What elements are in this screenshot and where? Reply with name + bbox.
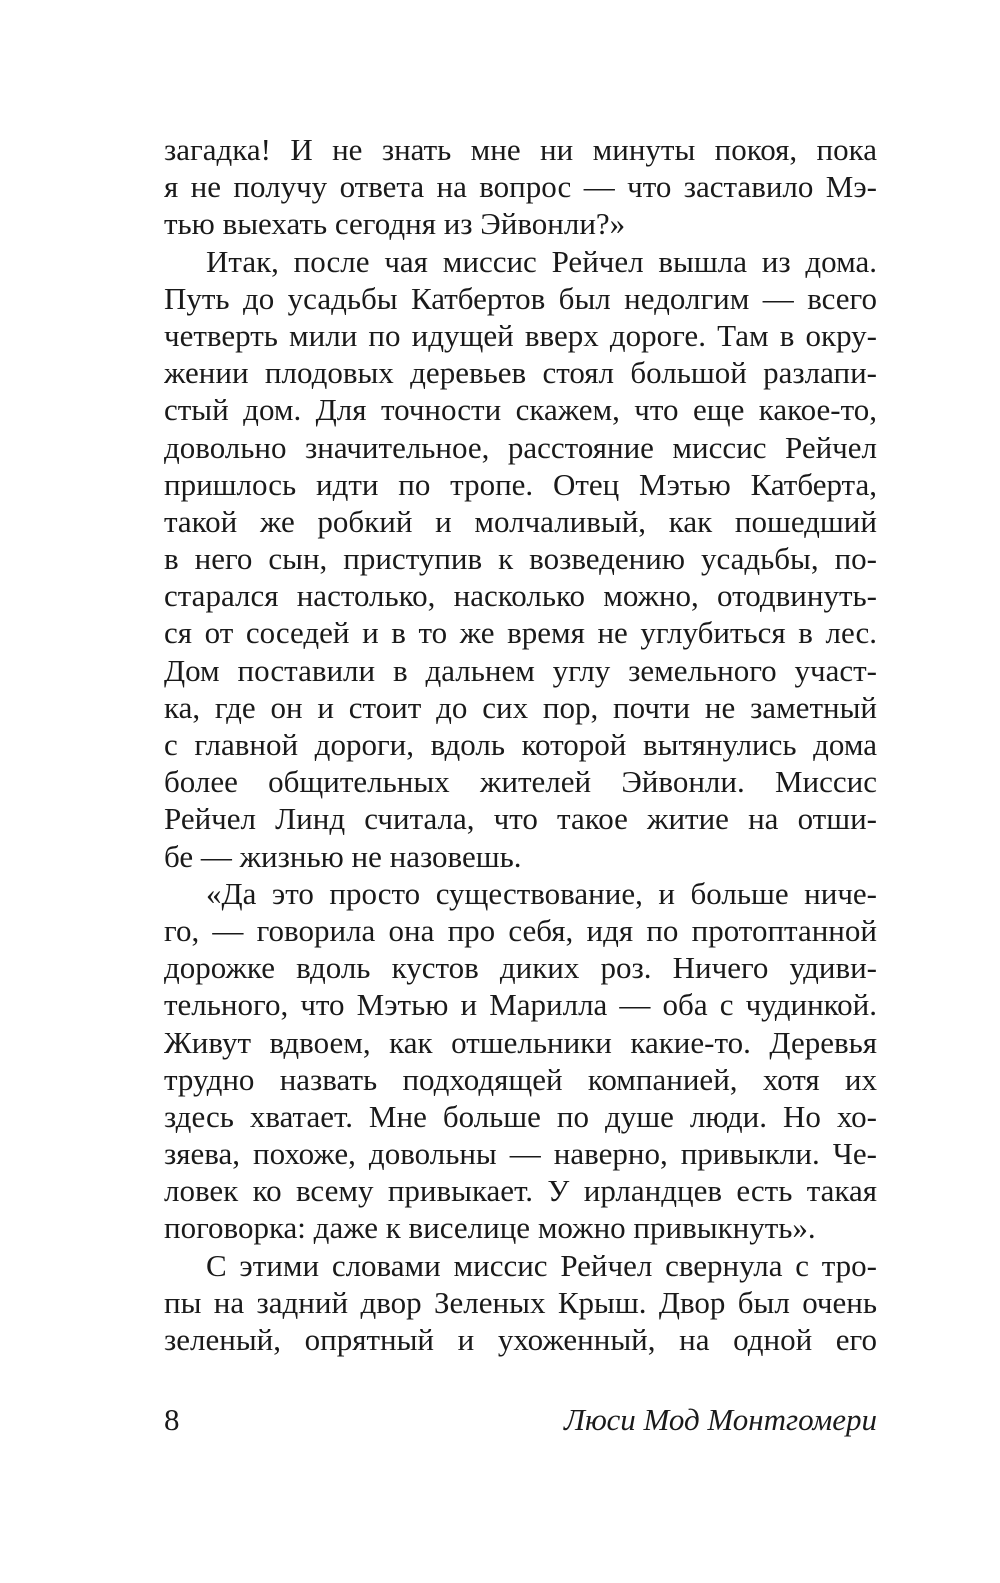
text-line: трудно назвать подходящей компанией, хотя их: [164, 1061, 877, 1097]
text-line: го, — говорила она про себя, идя по протоптанной: [164, 912, 877, 948]
text-line: такой же робкий и молчаливый, как пошедший: [164, 503, 877, 539]
text-line: «Да это просто существование, и больше ниче-: [206, 875, 877, 911]
text-line: пришлось идти по тропе. Отец Мэтью Катберта,: [164, 466, 877, 502]
text-line: в него сын, приступив к возведению усадьбы, по-: [164, 541, 877, 577]
running-author: Люси Мод Монтгомери: [564, 1402, 877, 1437]
text-line: более общительных жителей Эйвонли. Миссис: [164, 764, 877, 800]
text-line: я не получу ответа на вопрос — что заставило Мэ-: [164, 169, 877, 205]
text-line: С этими словами миссис Рейчел свернула с тро-: [206, 1247, 877, 1283]
text-line: довольно значительное, расстояние миссис Рейчел: [164, 429, 877, 465]
text-line: ловек ко всему привыкает. У ирландцев есть такая: [164, 1173, 877, 1209]
text-line: Путь до усадьбы Катбертов был недолгим — всего: [164, 280, 877, 316]
text-line: бе — жизнью не назовешь.: [164, 838, 522, 874]
text-line: Рейчел Линд считала, что такое житие на отши-: [164, 801, 877, 837]
text-line: жении плодовых деревьев стоял большой разлапи-: [164, 355, 877, 391]
text-line: зяева, похоже, довольны — наверно, привыкли. Че-: [164, 1136, 877, 1172]
text-line: стый дом. Для точности скажем, что еще какое-то,: [164, 392, 877, 428]
text-line: дорожке вдоль кустов диких роз. Ничего удиви-: [164, 950, 877, 986]
text-line: ка, где он и стоит до сих пор, почти не заметный: [164, 689, 877, 725]
text-line: Дом поставили в дальнем углу земельного участ-: [164, 652, 877, 688]
text-line: зеленый, опрятный и ухоженный, на одной его: [164, 1322, 877, 1357]
text-line: Живут вдвоем, как отшельники какие-то. Деревья: [164, 1024, 877, 1060]
body-text: [164, 131, 877, 1358]
page-footer: [164, 1398, 877, 1442]
text-line: старался настолько, насколько можно, отодвинуть-: [164, 578, 877, 614]
text-line: тью выехать сегодня из Эйвонли?»: [164, 206, 626, 242]
text-line: тельного, что Мэтью и Марилла — оба с чудинкой.: [164, 987, 877, 1023]
page-number: 8: [164, 1402, 180, 1437]
text-line: загадка! И не знать мне ни минуты покоя, пока: [164, 132, 877, 167]
text-line: здесь хватает. Мне больше по душе люди. Но хо-: [164, 1098, 877, 1134]
text-line: с главной дороги, вдоль которой вытянулись дома: [164, 727, 877, 762]
text-line: пы на задний двор Зеленых Крыш. Двор был очень: [164, 1284, 877, 1320]
text-line: поговорка: даже к виселице можно привыкнуть».: [164, 1210, 816, 1246]
text-line: Итак, после чая миссис Рейчел вышла из дома.: [206, 243, 877, 279]
text-line: ся от соседей и в то же время не углубиться в лес.: [164, 615, 877, 651]
text-line: четверть мили по идущей вверх дороге. Там в окру-: [164, 317, 877, 353]
